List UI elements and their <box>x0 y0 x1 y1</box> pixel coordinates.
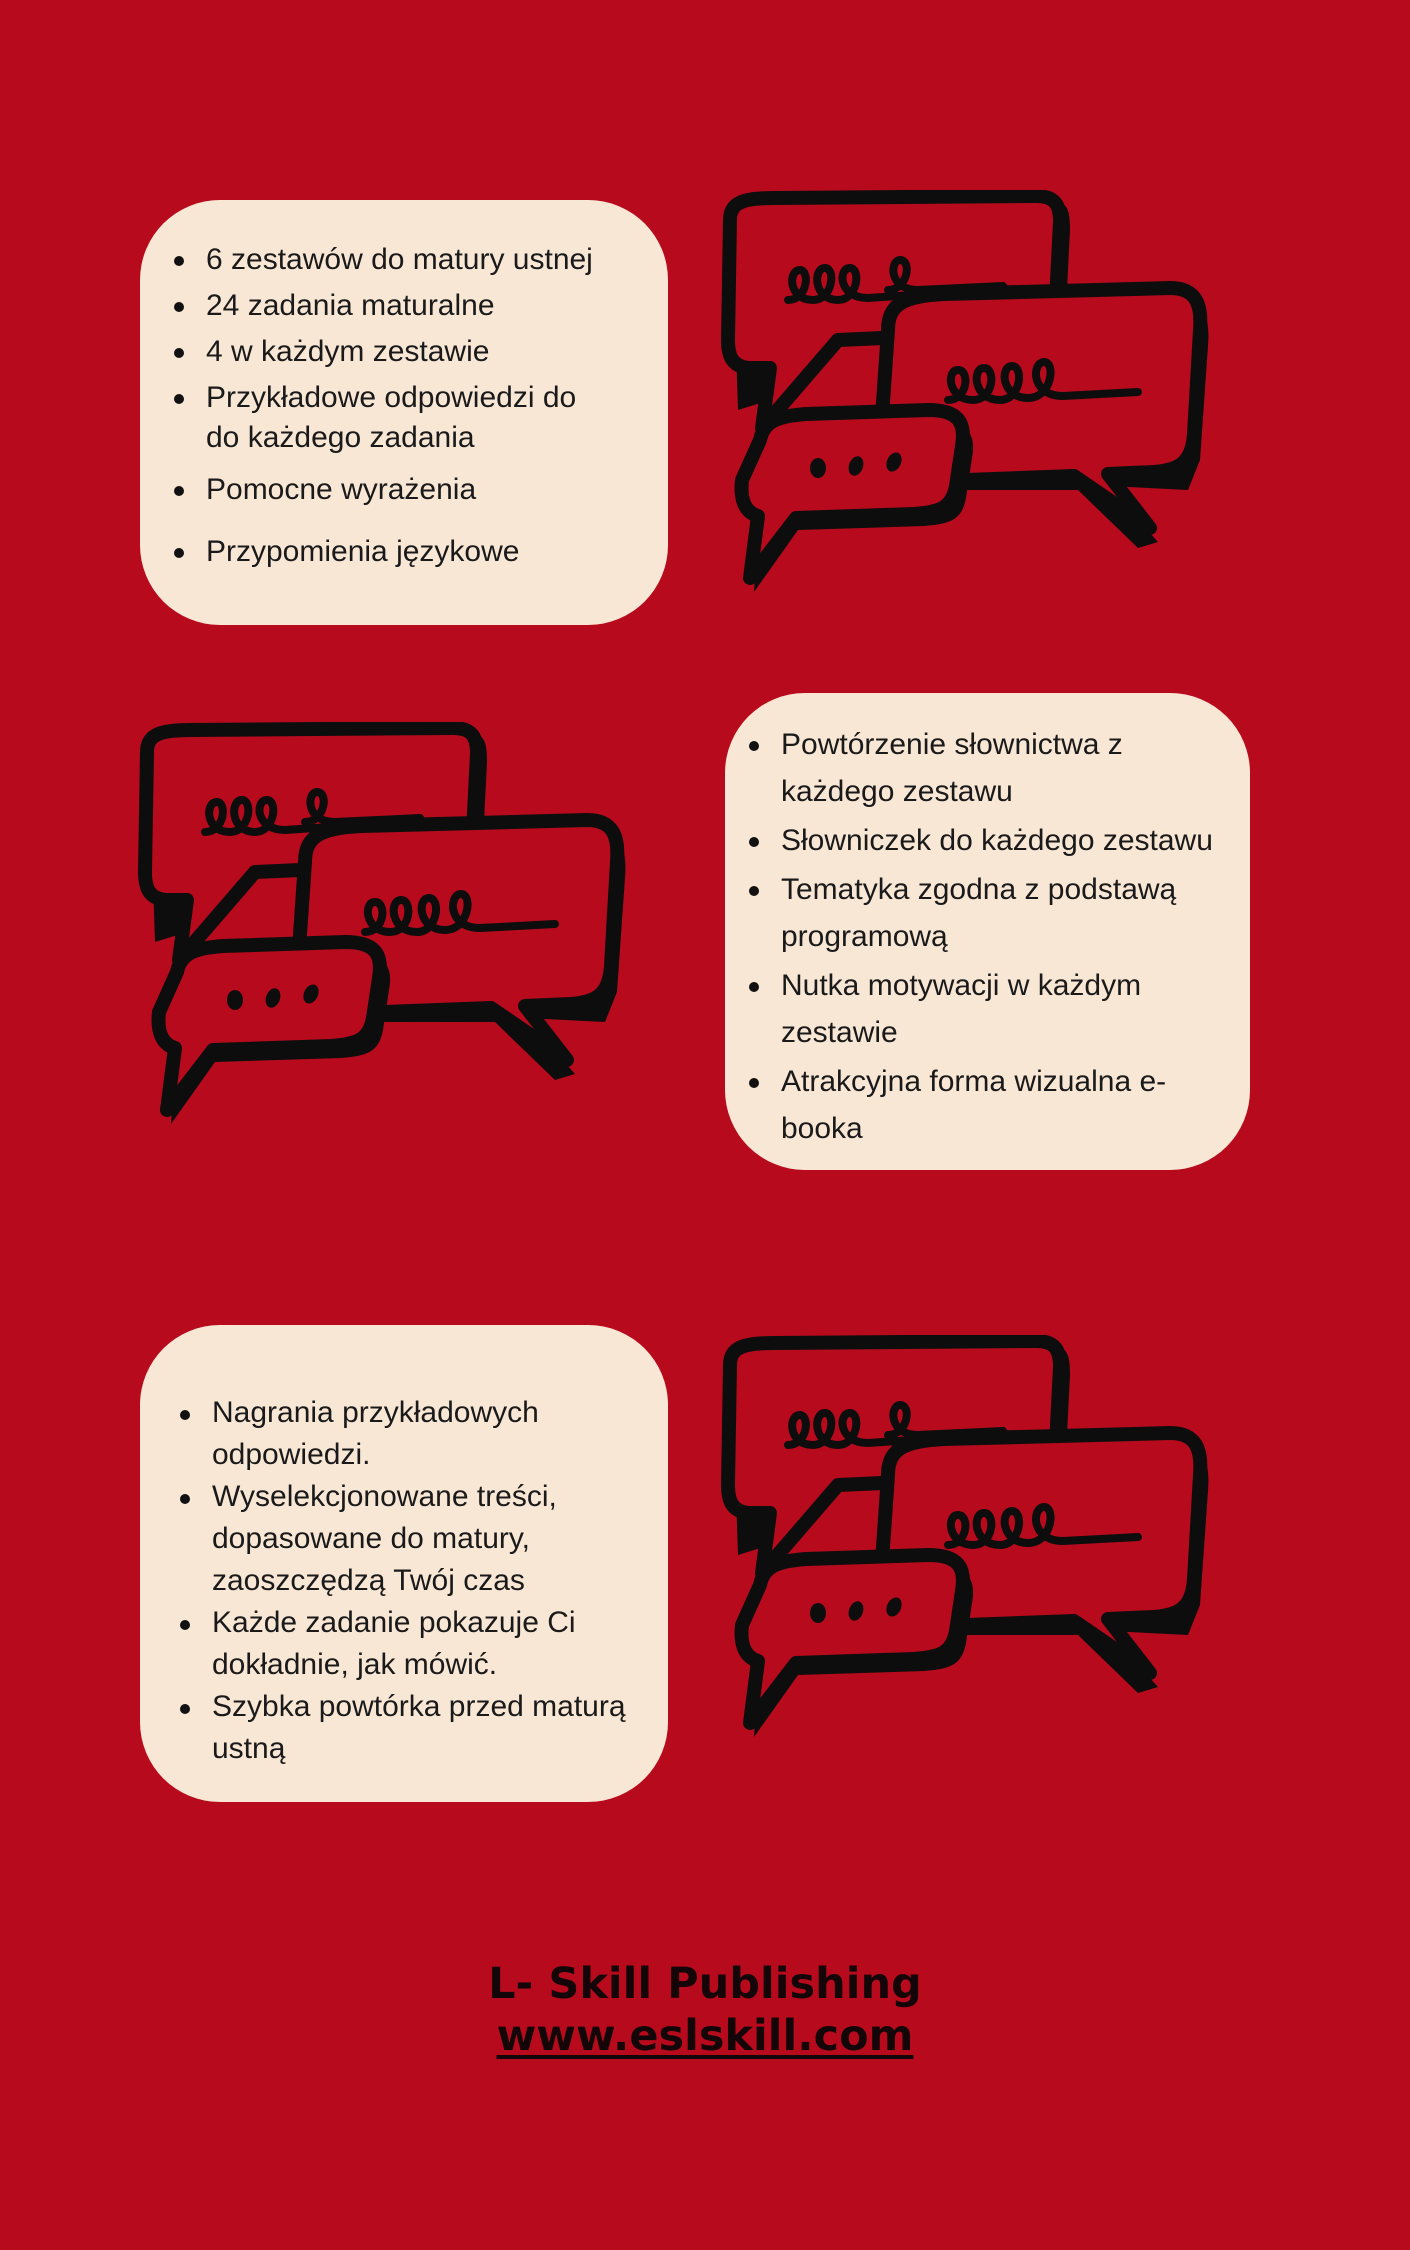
list-item: 6 zestawów do matury ustnej <box>170 240 638 280</box>
list-item: Wyselekcjonowane treści, dopasowane do matury, zaoszczędzą Twój czas <box>176 1476 592 1602</box>
features-list <box>176 1392 648 1770</box>
website-link[interactable]: www.eslskill.com <box>496 2011 914 2061</box>
speech-bubble-small-icon <box>742 1555 974 1737</box>
features-list <box>170 240 638 572</box>
speech-bubble-small-icon <box>742 410 974 592</box>
speech-bubble-small-icon <box>159 942 391 1124</box>
speech-bubbles-icon <box>135 722 645 1132</box>
features-card-1 <box>140 200 668 625</box>
features-list <box>745 721 1226 1152</box>
publisher-name: L- Skill Publishing <box>488 1959 922 2009</box>
list-item: Tematyka zgodna z podstawą programową <box>745 866 1211 960</box>
list-item: Powtórzenie słownictwa z każdego zestawu <box>745 721 1201 815</box>
list-item: Pomocne wyrażenia <box>170 470 638 510</box>
website-link-row <box>0 2010 1410 2062</box>
list-item: Szybka powtórka przed maturą ustną <box>176 1686 652 1770</box>
features-card-2 <box>725 693 1250 1170</box>
features-card-3 <box>140 1325 668 1802</box>
list-item: Słowniczek do każdego zestawu <box>745 817 1226 864</box>
list-item: Nutka motywacji w każdym zestawie <box>745 962 1201 1056</box>
list-item: Atrakcyjna forma wizualna e-booka <box>745 1058 1181 1152</box>
list-item: 24 zadania maturalne <box>170 286 638 326</box>
list-item: Nagrania przykładowych odpowiedzi. <box>176 1392 592 1476</box>
list-item: Przypomienia językowe <box>170 532 638 572</box>
list-item: Przykładowe odpowiedzi do do każdego zadania <box>170 378 616 458</box>
list-item: Każde zadanie pokazuje Ci dokładnie, jak mówić. <box>176 1602 612 1686</box>
speech-bubbles-icon <box>718 1335 1228 1745</box>
list-item: 4 w każdym zestawie <box>170 332 638 372</box>
speech-bubbles-icon <box>718 190 1228 600</box>
